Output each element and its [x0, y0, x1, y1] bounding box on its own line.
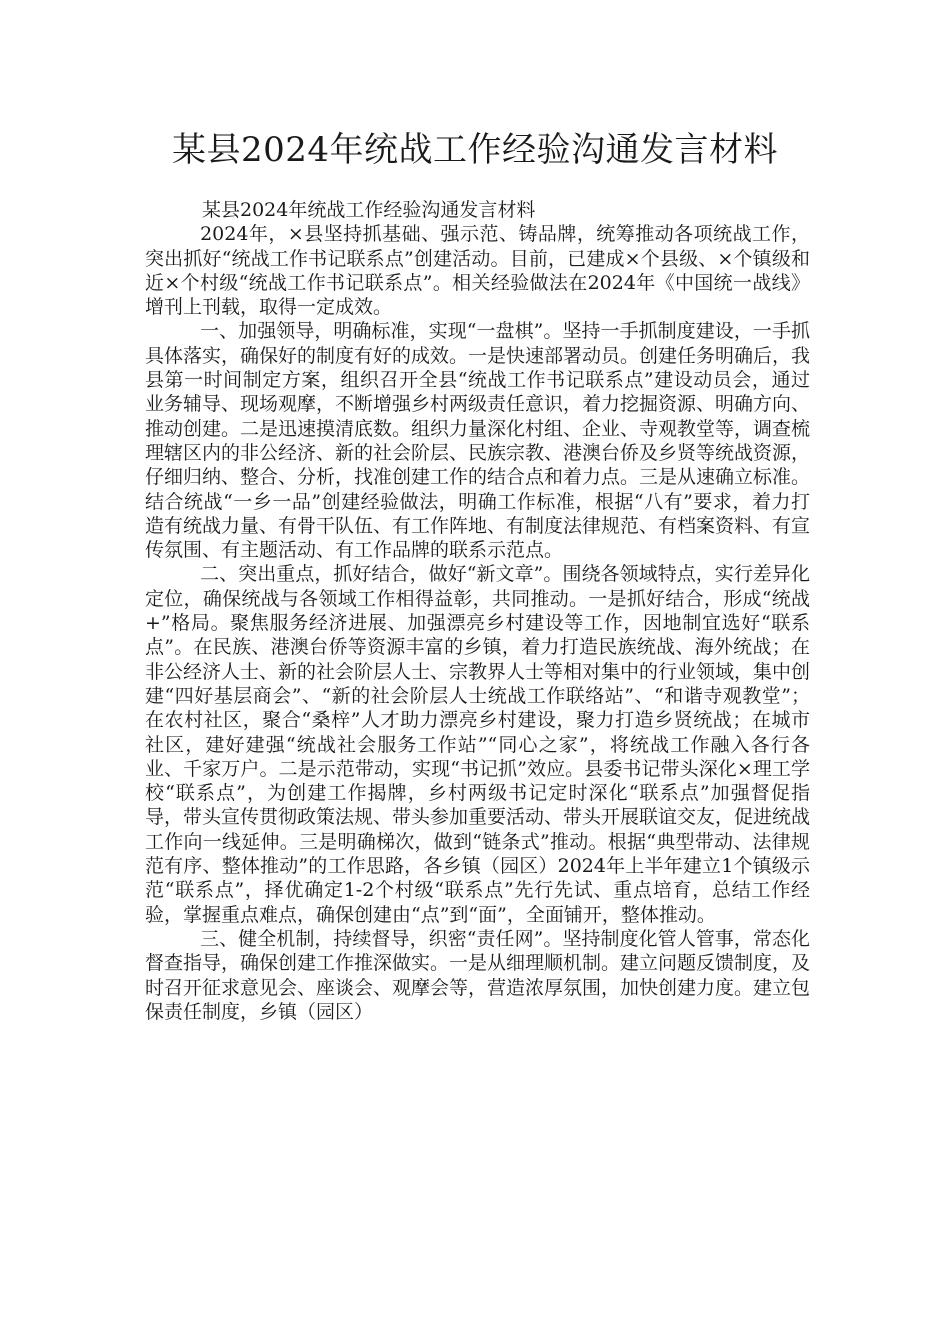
paragraph-intro: 2024年，×县坚持抓基础、强示范、铸品牌，统筹推动各项统战工作，突出抓好“统战工作书记联系点”创建活动。目前，已建成×个县级、×个镇级和近×个村级“统战工作书记联系点”。相关经验做法在2024年《中国统一战线》增刊上刊载，取得一定成效。	[145, 223, 810, 319]
paragraph-section-1: 一、加强领导，明确标准，实现“一盘棋”。坚持一手抓制度建设，一手抓具体落实，确保好的制度有好的成效。一是快速部署动员。创建任务明确后，我县第一时间制定方案，组织召开全县“统战工作书记联系点”建设动员会，通过业务辅导、现场观摩，不断增强乡村两级责任意识，着力挖掘资源、明确方向、推动创建。二是迅速摸清底数。组织力量深化村组、企业、寺观教堂等，调查梳理辖区内的非公经济、新的社会阶层、民族宗教、港澳台侨及乡贤等统战资源，仔细归纳、整合、分析，找准创建工作的结合点和着力点。三是从速确立标准。结合统战“一乡一品”创建经验做法，明确工作标准，根据“八有”要求，着力打造有统战力量、有骨干队伍、有工作阵地、有制度法律规范、有档案资料、有宣传氛围、有主题活动、有工作品牌的联系示范点。	[145, 320, 811, 562]
document-title: 某县2024年统战工作经验沟通发言材料	[171, 130, 779, 170]
paragraph-section-3: 三、健全机制，持续督导，织密“责任网”。坚持制度化管人管事，常态化督查指导，确保创建工作推深做实。一是从细理顺机制。建立问题反馈制度，及时召开征求意见会、座谈会、观摩会等，营造浓厚氛围，加快创建力度。建立包保责任制度，乡镇（园区）	[145, 927, 811, 1023]
document-body	[145, 198, 810, 1024]
document-subtitle: 某县2024年统战工作经验沟通发言材料	[202, 199, 536, 221]
paragraph-section-2: 二、突出重点，抓好结合，做好“新文章”。围绕各领域特点，实行差异化定位，确保统战与各领域工作相得益彰，共同推动。一是抓好结合，形成“统战+”格局。聚焦服务经济进展、加强漂亮乡村建设等工作，因地制宜选好“联系点”。在民族、港澳台侨等资源丰富的乡镇，着力打造民族统战、海外统战；在非公经济人士、新的社会阶层人士、宗教界人士等相对集中的行业领域，集中创建“四好基层商会”、“新的社会阶层人士统战工作联络站”、“和谐寺观教堂”；在农村社区，聚合“桑梓”人才助力漂亮乡村建设，聚力打造乡贤统战；在城市社区，建好建强“统战社会服务工作站”“同心之家”，将统战工作融入各行各业、千家万户。二是示范带动，实现“书记抓”效应。县委书记带头深化×理工学校“联系点”，为创建工作揭牌，乡村两级书记定时深化“联系点”加强督促指导，带头宣传贯彻政策法规、带头参加重要活动、带头开展联谊交友，促进统战工作向一线延伸。三是明确梯次，做到“链条式”推动。根据“典型带动、法律规范有序、整体推动”的工作思路，各乡镇（园区）2024年上半年建立1个镇级示范“联系点”，择优确定1-2个村级“联系点”先行先试、重点培育，总结工作经验，掌握重点难点，确保创建由“点”到“面”，全面铺开，整体推动。	[145, 563, 811, 926]
